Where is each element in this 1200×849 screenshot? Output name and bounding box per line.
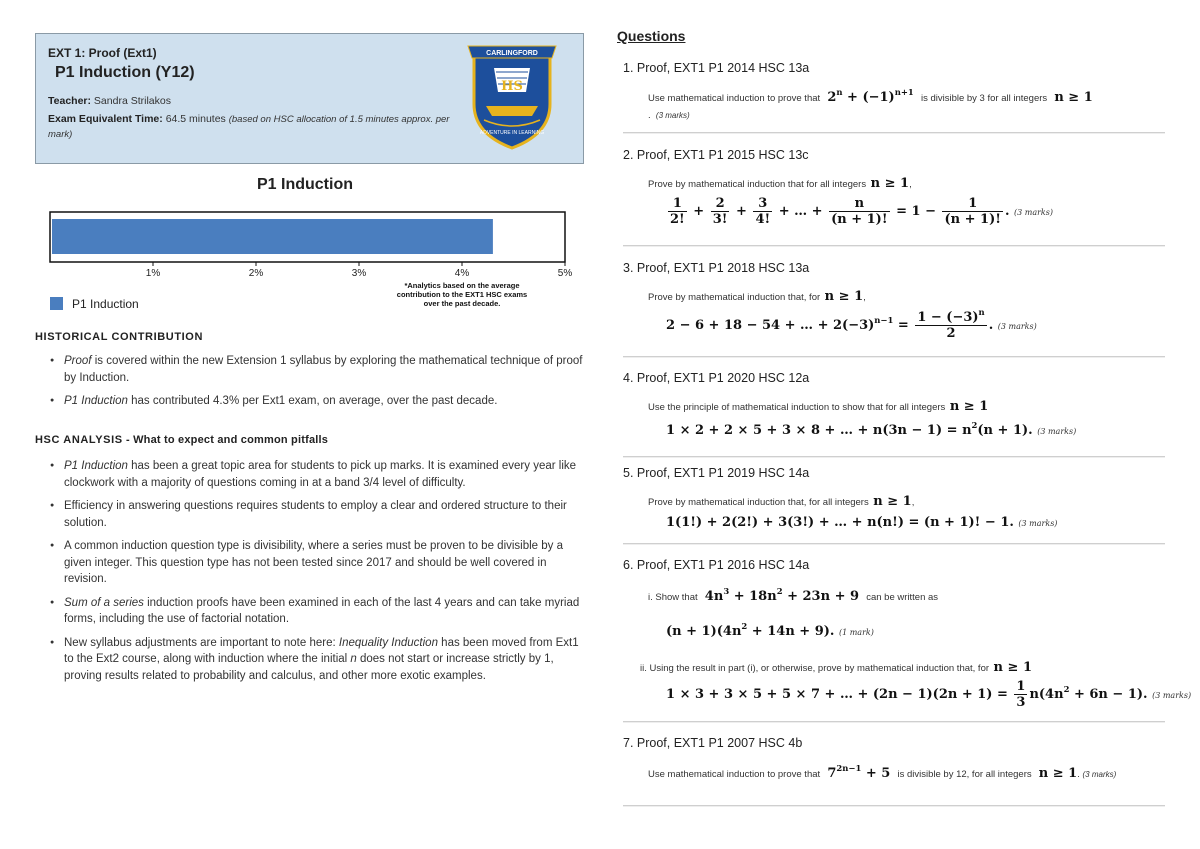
question-4-title: 4. Proof, EXT1 P1 2020 HSC 12a	[623, 371, 810, 385]
divider	[623, 356, 1165, 358]
question-6-part-ii-equation: 1 × 3 + 3 × 5 + 5 × 7 + … + (2n − 1)(2n + 1) = $\frac{1}{3}$ $n(4n^2 + 6n - 1)$. (3 marks)	[666, 679, 1192, 710]
header-box	[35, 33, 584, 164]
x-tick-label: 3%	[351, 268, 367, 279]
question-6-part-i-equation: $(n + 1)(4n^2 + 14n + 9)$. (1 mark)	[666, 621, 874, 639]
list-item: ● New syllabus adjustments are important to note here: Inequality Induction has been moved from Ext1 to the Ext2 course, along with induction where the initial n does not start or increase strictly by 1, proving results related to probability and calculus, and other more exotic examples.	[50, 635, 590, 685]
bar-p1-induction	[52, 219, 493, 254]
legend-label: P1 Induction	[72, 297, 139, 311]
school-crest-logo	[466, 42, 558, 150]
divider	[623, 132, 1165, 134]
crest-motto: ADVENTURE IN LEARNING	[479, 130, 545, 136]
question-1-marks: . (3 marks)	[648, 110, 690, 121]
teacher-name: Sandra Strilakos	[93, 95, 171, 107]
divider	[623, 456, 1165, 458]
question-1-title: 1. Proof, EXT1 P1 2014 HSC 13a	[623, 61, 810, 75]
question-2-text: Prove by mathematical induction that for all integers n ≥ 1,	[648, 176, 912, 191]
historical-heading: HISTORICAL CONTRIBUTION	[35, 331, 204, 343]
divider	[623, 245, 1165, 247]
historical-list	[50, 353, 590, 417]
question-7-title: 7. Proof, EXT1 P1 2007 HSC 4b	[623, 736, 803, 750]
question-3-equation: 2 − 6 + 18 − 54 + … + $2(-3)^{n-1}$ = $\frac{1 - (-3)^n}{2}$ . (3 marks)	[666, 307, 1037, 341]
list-item: ● P1 Induction has been a great topic area for students to pick up marks. It is examined every year like clockwork with a majority of questions coming in at a band 3/4 level of difficulty.	[50, 458, 590, 491]
analysis-heading: HSC ANALYSIS - What to expect and common pitfalls	[35, 434, 329, 446]
exam-time-note: (based on HSC allocation of 1.5 minutes approx. per mark)	[48, 114, 450, 140]
chart-title: P1 Induction	[257, 176, 353, 193]
list-item: ● P1 Induction has contributed 4.3% per Ext1 exam, on average, over the past decade.	[50, 393, 590, 410]
question-3-text: Prove by mathematical induction that, for n ≥ 1,	[648, 289, 866, 304]
crest-initials: HS	[501, 79, 523, 94]
question-2-title: 2. Proof, EXT1 P1 2015 HSC 13c	[623, 148, 809, 162]
question-5-text: Prove by mathematical induction that, for all integers n ≥ 1,	[648, 494, 915, 509]
exam-time-value: 64.5 minutes	[165, 113, 226, 125]
question-6-title: 6. Proof, EXT1 P1 2016 HSC 14a	[623, 558, 810, 572]
chart-note: *Analytics based on the average contribution to the EXT1 HSC exams over the past decade.	[396, 281, 528, 308]
question-7-text: Use mathematical induction to prove that $7^{2n-1} + 5$ is divisible by 12, for all integers n ≥ 1. (3 marks)	[648, 763, 1117, 781]
question-3-title: 3. Proof, EXT1 P1 2018 HSC 13a	[623, 261, 810, 275]
divider	[623, 543, 1165, 545]
list-item: ● Proof is covered within the new Extension 1 syllabus by exploring the mathematical technique of proof by Induction.	[50, 353, 590, 386]
x-tick-label: 5%	[557, 268, 573, 279]
question-4-text: Use the principle of mathematical induction to show that for all integers n ≥ 1	[648, 399, 989, 414]
x-tick-label: 2%	[248, 268, 264, 279]
question-2-equation: $\frac{1}{2!}$ + $\frac{2}{3!}$ + $\frac{3}{4!}$ + … + $\frac{n}{(n + 1)!}$ = 1 − $\frac{1}{(n + 1)!}$ . (3 marks)	[670, 196, 1054, 227]
x-tick-label: 4%	[454, 268, 470, 279]
legend-swatch	[50, 297, 63, 310]
question-1-text: Use mathematical induction to prove that $2^n + (-1)^{n+1}$ is divisible by 3 for all integers n ≥ 1	[648, 87, 1093, 105]
teacher-label: Teacher:	[48, 95, 91, 107]
question-4-equation: 1 × 2 + 2 × 5 + 3 × 8 + … + $n(3n - 1) = n^2(n + 1)$. (3 marks)	[666, 420, 1077, 438]
page-title: P1 Induction (Y12)	[55, 64, 195, 81]
divider	[623, 721, 1165, 723]
crest-top-text: CARLINGFORD	[486, 50, 538, 57]
exam-time-line	[48, 112, 468, 142]
list-item: ● Sum of a series induction proofs have been examined in each of the last 4 years and can take myriad forms, including the use of factorial notation.	[50, 595, 590, 628]
analysis-list	[50, 458, 590, 691]
list-item: ● Efficiency in answering questions requires students to employ a clear and ordered structure to their solution.	[50, 498, 590, 531]
list-item: ● A common induction question type is divisibility, where a series must be proven to be divisible by a given integer. This question type has not been tested since 2017 and should be well covered in revision.	[50, 538, 590, 588]
teacher-line	[48, 95, 171, 107]
question-5-title: 5. Proof, EXT1 P1 2019 HSC 14a	[623, 466, 810, 480]
divider	[623, 805, 1165, 807]
course-label: EXT 1: Proof (Ext1)	[48, 46, 157, 60]
exam-time-label: Exam Equivalent Time:	[48, 113, 163, 125]
question-5-equation: 1(1!) + 2(2!) + 3(3!) + … + n(n!) = (n + 1)! − 1. (3 marks)	[666, 515, 1058, 530]
question-6-part-ii: ii. Using the result in part (i), or otherwise, prove by mathematical induction that, for n ≥ 1	[640, 660, 1032, 675]
questions-heading: Questions	[617, 28, 686, 44]
x-tick-label: 1%	[145, 268, 161, 279]
question-6-part-i: i. Show that $4n^3 + 18n^2 + 23n + 9$ can be written as	[648, 586, 939, 604]
